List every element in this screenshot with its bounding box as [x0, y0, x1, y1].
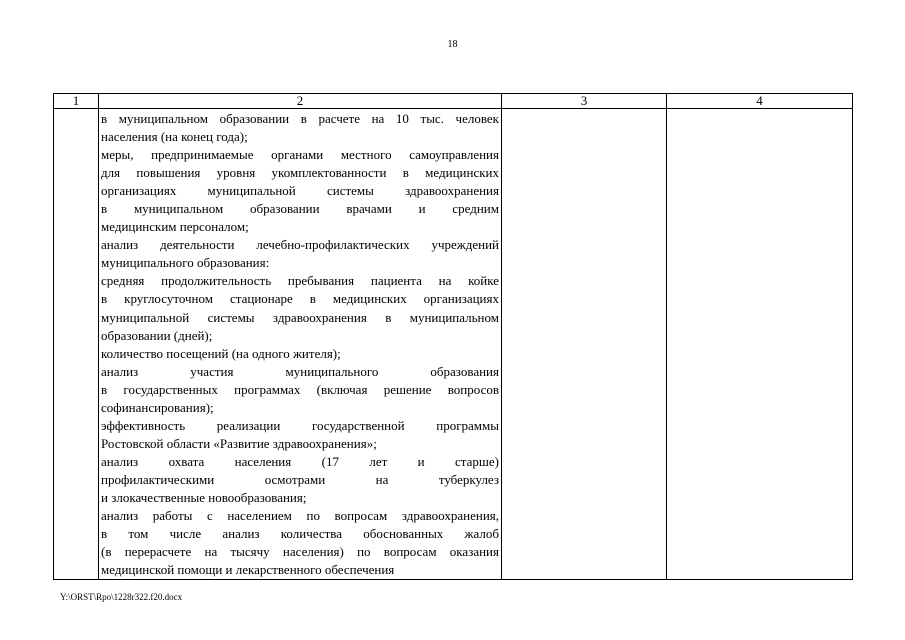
text-line: в круглосуточном стационаре в медицинских организациях: [101, 291, 499, 307]
table-row: [54, 109, 853, 580]
text-line: Ростовской области «Развитие здравоохранения»;: [101, 435, 377, 451]
text-line: профилактическими осмотрами на туберкулез: [101, 471, 499, 487]
cell-col-4: [667, 109, 853, 580]
text-line: эффективность реализации государственной программы: [101, 417, 499, 433]
text-line: муниципального образования:: [101, 255, 270, 271]
cell-col-1: [54, 109, 99, 580]
column-header-1: 1: [54, 94, 99, 109]
text-line: в том числе анализ количества обоснованных жалоб: [101, 526, 499, 542]
cell-col-3: [502, 109, 667, 580]
content-table: [53, 93, 853, 580]
text-line: образовании (дней);: [101, 327, 213, 343]
cell-col-2: [99, 109, 502, 580]
text-line: в государственных программах (включая решение вопросов: [101, 381, 499, 397]
text-line: анализ охвата населения (17 лет и старше): [101, 453, 499, 469]
text-line: медицинским персоналом;: [101, 219, 249, 235]
text-line: (в перерасчете на тысячу населения) по вопросам оказания: [101, 544, 499, 560]
column-header-4: 4: [667, 94, 853, 109]
file-path-footer: Y:\ORST\Rpo\1228r322.f20.docx: [60, 592, 183, 602]
text-line: в муниципальном образовании в расчете на 10 тыс. человек: [101, 111, 499, 126]
page-number: 18: [447, 39, 458, 50]
column-header-3: 3: [502, 94, 667, 109]
text-line: софинансирования);: [101, 399, 214, 415]
table-header-row: [54, 94, 853, 109]
text-line: меры, предпринимаемые органами местного самоуправления: [101, 147, 499, 163]
text-line: анализ работы с населением по вопросам здравоохранения,: [101, 508, 499, 524]
text-line: анализ участия муниципального образования: [101, 363, 499, 379]
text-line: и злокачественные новообразования;: [101, 489, 307, 505]
text-line: анализ деятельности лечебно-профилактических учреждений: [101, 237, 499, 253]
cell-col-2-text: [99, 109, 501, 579]
text-line: населения (на конец года);: [101, 129, 248, 145]
text-line: для повышения уровня укомплектованности в медицинских: [101, 165, 499, 181]
text-line: средняя продолжительность пребывания пациента на койке: [101, 273, 499, 289]
text-line: организациях муниципальной системы здравоохранения: [101, 183, 499, 199]
text-line: муниципальной системы здравоохранения в муниципальном: [101, 309, 499, 325]
text-line: количество посещений (на одного жителя);: [101, 345, 341, 361]
column-header-2: 2: [99, 94, 502, 109]
text-line: медицинской помощи и лекарственного обеспечения: [101, 562, 395, 578]
text-line: в муниципальном образовании врачами и средним: [101, 201, 499, 217]
